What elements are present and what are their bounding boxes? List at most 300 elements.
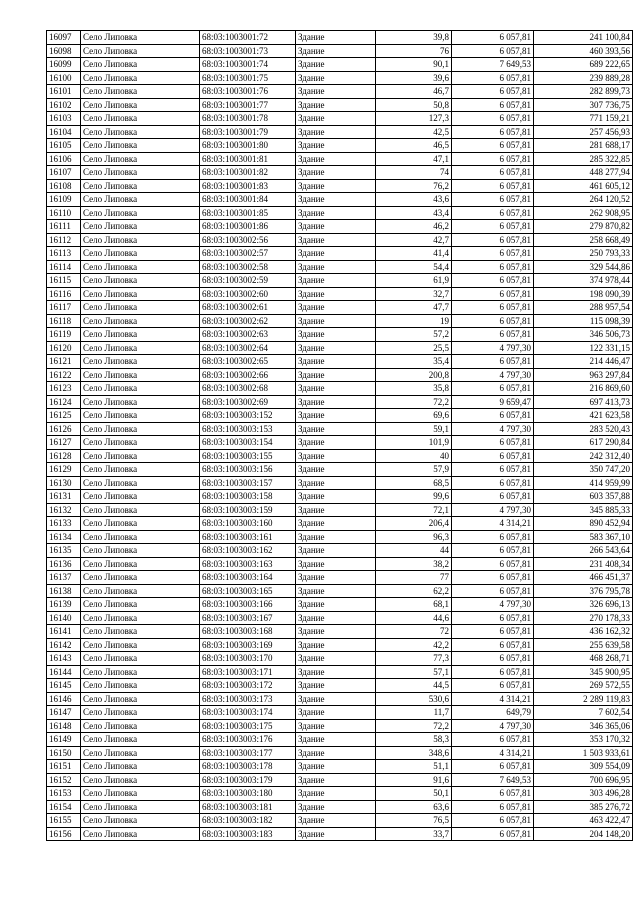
cell-unit-value: 6 057,81 bbox=[452, 314, 534, 328]
table-row bbox=[47, 301, 633, 315]
cell-area: 32,7 bbox=[376, 287, 452, 301]
cell-record-number: 16149 bbox=[47, 733, 81, 747]
cell-object-type: Здание bbox=[296, 71, 376, 85]
cell-cadastral-number: 68:03:1003001:84 bbox=[200, 193, 296, 207]
cell-locality: Село Липовка bbox=[81, 449, 200, 463]
cell-cadastral-number: 68:03:1003003:182 bbox=[200, 814, 296, 828]
cell-record-number: 16102 bbox=[47, 98, 81, 112]
cell-area: 61,9 bbox=[376, 274, 452, 288]
cell-unit-value: 6 057,81 bbox=[452, 112, 534, 126]
cell-unit-value: 7 649,53 bbox=[452, 773, 534, 787]
cell-record-number: 16141 bbox=[47, 625, 81, 639]
cell-area: 57,1 bbox=[376, 665, 452, 679]
cell-cadastral-number: 68:03:1003003:164 bbox=[200, 571, 296, 585]
cell-unit-value: 6 057,81 bbox=[452, 827, 534, 841]
cell-cadastral-number: 68:03:1003002:59 bbox=[200, 274, 296, 288]
cell-unit-value: 6 057,81 bbox=[452, 530, 534, 544]
cell-area: 74 bbox=[376, 166, 452, 180]
cell-cadastral-value: 241 100,84 bbox=[534, 31, 633, 45]
cell-locality: Село Липовка bbox=[81, 638, 200, 652]
table-row bbox=[47, 476, 633, 490]
cell-cadastral-value: 376 795,78 bbox=[534, 584, 633, 598]
cell-locality: Село Липовка bbox=[81, 206, 200, 220]
cell-cadastral-number: 68:03:1003001:72 bbox=[200, 31, 296, 45]
cell-area: 50,1 bbox=[376, 787, 452, 801]
cell-cadastral-value: 204 148,20 bbox=[534, 827, 633, 841]
cell-area: 72,2 bbox=[376, 719, 452, 733]
cell-locality: Село Липовка bbox=[81, 827, 200, 841]
cell-locality: Село Липовка bbox=[81, 598, 200, 612]
cell-cadastral-value: 242 312,40 bbox=[534, 449, 633, 463]
cell-cadastral-number: 68:03:1003003:163 bbox=[200, 557, 296, 571]
cell-cadastral-value: 890 452,94 bbox=[534, 517, 633, 531]
cell-cadastral-number: 68:03:1003003:158 bbox=[200, 490, 296, 504]
table-row bbox=[47, 679, 633, 693]
cell-locality: Село Липовка bbox=[81, 746, 200, 760]
table-row bbox=[47, 409, 633, 423]
table-row bbox=[47, 625, 633, 639]
table-row bbox=[47, 787, 633, 801]
table-row bbox=[47, 274, 633, 288]
cell-object-type: Здание bbox=[296, 598, 376, 612]
cell-locality: Село Липовка bbox=[81, 355, 200, 369]
cell-locality: Село Липовка bbox=[81, 247, 200, 261]
cell-record-number: 16144 bbox=[47, 665, 81, 679]
cell-cadastral-number: 68:03:1003002:58 bbox=[200, 260, 296, 274]
cell-record-number: 16145 bbox=[47, 679, 81, 693]
cell-record-number: 16146 bbox=[47, 692, 81, 706]
table-row bbox=[47, 463, 633, 477]
cell-cadastral-number: 68:03:1003003:167 bbox=[200, 611, 296, 625]
cell-area: 77,3 bbox=[376, 652, 452, 666]
cell-cadastral-number: 68:03:1003002:68 bbox=[200, 382, 296, 396]
cell-locality: Село Липовка bbox=[81, 98, 200, 112]
cell-locality: Село Липовка bbox=[81, 787, 200, 801]
cell-area: 43,4 bbox=[376, 206, 452, 220]
cell-object-type: Здание bbox=[296, 665, 376, 679]
cell-unit-value: 6 057,81 bbox=[452, 179, 534, 193]
cell-locality: Село Липовка bbox=[81, 44, 200, 58]
cell-area: 62,2 bbox=[376, 584, 452, 598]
cell-unit-value: 6 057,81 bbox=[452, 260, 534, 274]
cell-record-number: 16150 bbox=[47, 746, 81, 760]
cell-cadastral-number: 68:03:1003001:73 bbox=[200, 44, 296, 58]
cell-record-number: 16117 bbox=[47, 301, 81, 315]
cell-unit-value: 6 057,81 bbox=[452, 665, 534, 679]
table-row bbox=[47, 611, 633, 625]
cell-cadastral-value: 771 159,21 bbox=[534, 112, 633, 126]
cell-cadastral-number: 68:03:1003003:180 bbox=[200, 787, 296, 801]
cell-unit-value: 6 057,81 bbox=[452, 557, 534, 571]
cell-cadastral-value: 345 900,95 bbox=[534, 665, 633, 679]
cell-record-number: 16138 bbox=[47, 584, 81, 598]
cell-locality: Село Липовка bbox=[81, 193, 200, 207]
cell-cadastral-value: 115 098,39 bbox=[534, 314, 633, 328]
cell-record-number: 16113 bbox=[47, 247, 81, 261]
cell-cadastral-value: 421 623,58 bbox=[534, 409, 633, 423]
cell-unit-value: 6 057,81 bbox=[452, 31, 534, 45]
cell-locality: Село Липовка bbox=[81, 692, 200, 706]
cell-record-number: 16153 bbox=[47, 787, 81, 801]
cell-unit-value: 6 057,81 bbox=[452, 733, 534, 747]
cell-cadastral-value: 1 503 933,61 bbox=[534, 746, 633, 760]
cell-locality: Село Липовка bbox=[81, 611, 200, 625]
cell-record-number: 16121 bbox=[47, 355, 81, 369]
cell-cadastral-value: 282 899,73 bbox=[534, 85, 633, 99]
cell-cadastral-value: 326 696,13 bbox=[534, 598, 633, 612]
cell-cadastral-number: 68:03:1003001:77 bbox=[200, 98, 296, 112]
cell-cadastral-number: 68:03:1003001:74 bbox=[200, 58, 296, 72]
table-row bbox=[47, 139, 633, 153]
cell-record-number: 16134 bbox=[47, 530, 81, 544]
cell-object-type: Здание bbox=[296, 314, 376, 328]
cell-record-number: 16100 bbox=[47, 71, 81, 85]
cell-object-type: Здание bbox=[296, 827, 376, 841]
table-row bbox=[47, 233, 633, 247]
cell-cadastral-number: 68:03:1003003:170 bbox=[200, 652, 296, 666]
cell-cadastral-value: 700 696,95 bbox=[534, 773, 633, 787]
cell-area: 43,6 bbox=[376, 193, 452, 207]
cell-cadastral-value: 266 543,64 bbox=[534, 544, 633, 558]
cell-object-type: Здание bbox=[296, 44, 376, 58]
table-row bbox=[47, 436, 633, 450]
cell-cadastral-value: 448 277,94 bbox=[534, 166, 633, 180]
cell-cadastral-number: 68:03:1003003:178 bbox=[200, 760, 296, 774]
cell-area: 90,1 bbox=[376, 58, 452, 72]
table-row bbox=[47, 260, 633, 274]
cell-cadastral-number: 68:03:1003001:86 bbox=[200, 220, 296, 234]
cell-record-number: 16116 bbox=[47, 287, 81, 301]
cell-locality: Село Липовка bbox=[81, 125, 200, 139]
cell-locality: Село Липовка bbox=[81, 800, 200, 814]
cell-object-type: Здание bbox=[296, 490, 376, 504]
cell-object-type: Здание bbox=[296, 544, 376, 558]
table-row bbox=[47, 44, 633, 58]
cell-record-number: 16130 bbox=[47, 476, 81, 490]
table-row bbox=[47, 247, 633, 261]
cell-cadastral-number: 68:03:1003001:85 bbox=[200, 206, 296, 220]
cell-locality: Село Липовка bbox=[81, 760, 200, 774]
cell-area: 46,2 bbox=[376, 220, 452, 234]
cell-unit-value: 6 057,81 bbox=[452, 800, 534, 814]
cell-record-number: 16125 bbox=[47, 409, 81, 423]
cell-unit-value: 6 057,81 bbox=[452, 584, 534, 598]
cell-cadastral-value: 258 668,49 bbox=[534, 233, 633, 247]
table-row bbox=[47, 328, 633, 342]
cell-object-type: Здание bbox=[296, 571, 376, 585]
table-row bbox=[47, 490, 633, 504]
cell-unit-value: 6 057,81 bbox=[452, 382, 534, 396]
cell-cadastral-number: 68:03:1003003:172 bbox=[200, 679, 296, 693]
cell-record-number: 16133 bbox=[47, 517, 81, 531]
table-row bbox=[47, 665, 633, 679]
cell-object-type: Здание bbox=[296, 85, 376, 99]
table-row bbox=[47, 179, 633, 193]
cell-area: 200,8 bbox=[376, 368, 452, 382]
cell-area: 69,6 bbox=[376, 409, 452, 423]
cell-area: 54,4 bbox=[376, 260, 452, 274]
cell-cadastral-number: 68:03:1003003:179 bbox=[200, 773, 296, 787]
cell-unit-value: 6 057,81 bbox=[452, 814, 534, 828]
table-row bbox=[47, 98, 633, 112]
table-row bbox=[47, 422, 633, 436]
cell-cadastral-value: 385 276,72 bbox=[534, 800, 633, 814]
cell-locality: Село Липовка bbox=[81, 814, 200, 828]
cell-cadastral-value: 460 393,56 bbox=[534, 44, 633, 58]
register-table-body bbox=[47, 31, 633, 841]
cell-record-number: 16107 bbox=[47, 166, 81, 180]
cell-unit-value: 6 057,81 bbox=[452, 760, 534, 774]
cell-object-type: Здание bbox=[296, 436, 376, 450]
cell-record-number: 16124 bbox=[47, 395, 81, 409]
cell-record-number: 16099 bbox=[47, 58, 81, 72]
cell-locality: Село Липовка bbox=[81, 260, 200, 274]
table-row bbox=[47, 814, 633, 828]
cell-object-type: Здание bbox=[296, 328, 376, 342]
cell-area: 25,5 bbox=[376, 341, 452, 355]
cell-record-number: 16122 bbox=[47, 368, 81, 382]
cell-cadastral-value: 270 178,33 bbox=[534, 611, 633, 625]
cell-cadastral-value: 2 289 119,83 bbox=[534, 692, 633, 706]
cell-cadastral-number: 68:03:1003002:65 bbox=[200, 355, 296, 369]
cell-area: 101,9 bbox=[376, 436, 452, 450]
table-row bbox=[47, 638, 633, 652]
cell-record-number: 16154 bbox=[47, 800, 81, 814]
cell-area: 348,6 bbox=[376, 746, 452, 760]
cell-area: 206,4 bbox=[376, 517, 452, 531]
cell-record-number: 16112 bbox=[47, 233, 81, 247]
cell-cadastral-number: 68:03:1003003:171 bbox=[200, 665, 296, 679]
cell-unit-value: 6 057,81 bbox=[452, 544, 534, 558]
table-row bbox=[47, 58, 633, 72]
cell-cadastral-value: 303 496,28 bbox=[534, 787, 633, 801]
cell-cadastral-number: 68:03:1003003:183 bbox=[200, 827, 296, 841]
cell-locality: Село Липовка bbox=[81, 773, 200, 787]
cell-cadastral-number: 68:03:1003003:174 bbox=[200, 706, 296, 720]
cell-locality: Село Липовка bbox=[81, 490, 200, 504]
cell-unit-value: 6 057,81 bbox=[452, 449, 534, 463]
cell-unit-value: 4 797,30 bbox=[452, 719, 534, 733]
cell-unit-value: 4 797,30 bbox=[452, 341, 534, 355]
cell-cadastral-number: 68:03:1003003:154 bbox=[200, 436, 296, 450]
cell-unit-value: 6 057,81 bbox=[452, 476, 534, 490]
cell-record-number: 16106 bbox=[47, 152, 81, 166]
cell-cadastral-value: 239 889,28 bbox=[534, 71, 633, 85]
cell-record-number: 16111 bbox=[47, 220, 81, 234]
cell-unit-value: 9 659,47 bbox=[452, 395, 534, 409]
cell-cadastral-number: 68:03:1003003:156 bbox=[200, 463, 296, 477]
cell-object-type: Здание bbox=[296, 409, 376, 423]
property-register-table bbox=[46, 30, 633, 841]
cell-object-type: Здание bbox=[296, 719, 376, 733]
cell-record-number: 16131 bbox=[47, 490, 81, 504]
cell-cadastral-value: 689 222,65 bbox=[534, 58, 633, 72]
cell-cadastral-number: 68:03:1003003:161 bbox=[200, 530, 296, 544]
cell-object-type: Здание bbox=[296, 422, 376, 436]
cell-locality: Село Липовка bbox=[81, 233, 200, 247]
cell-object-type: Здание bbox=[296, 382, 376, 396]
cell-cadastral-number: 68:03:1003002:61 bbox=[200, 301, 296, 315]
table-row bbox=[47, 652, 633, 666]
cell-record-number: 16143 bbox=[47, 652, 81, 666]
cell-locality: Село Липовка bbox=[81, 557, 200, 571]
cell-locality: Село Липовка bbox=[81, 733, 200, 747]
cell-record-number: 16136 bbox=[47, 557, 81, 571]
cell-cadastral-value: 350 747,20 bbox=[534, 463, 633, 477]
cell-cadastral-value: 374 978,44 bbox=[534, 274, 633, 288]
cell-record-number: 16118 bbox=[47, 314, 81, 328]
cell-locality: Село Липовка bbox=[81, 706, 200, 720]
cell-object-type: Здание bbox=[296, 355, 376, 369]
cell-locality: Село Липовка bbox=[81, 382, 200, 396]
cell-unit-value: 7 649,53 bbox=[452, 58, 534, 72]
cell-area: 76,2 bbox=[376, 179, 452, 193]
cell-area: 91,6 bbox=[376, 773, 452, 787]
cell-cadastral-number: 68:03:1003001:82 bbox=[200, 166, 296, 180]
cell-unit-value: 6 057,81 bbox=[452, 679, 534, 693]
cell-area: 39,6 bbox=[376, 71, 452, 85]
table-row bbox=[47, 706, 633, 720]
cell-locality: Село Липовка bbox=[81, 112, 200, 126]
cell-unit-value: 6 057,81 bbox=[452, 652, 534, 666]
cell-record-number: 16119 bbox=[47, 328, 81, 342]
cell-record-number: 16128 bbox=[47, 449, 81, 463]
cell-area: 11,7 bbox=[376, 706, 452, 720]
cell-unit-value: 6 057,81 bbox=[452, 85, 534, 99]
cell-locality: Село Липовка bbox=[81, 652, 200, 666]
cell-record-number: 16104 bbox=[47, 125, 81, 139]
cell-area: 35,8 bbox=[376, 382, 452, 396]
table-row bbox=[47, 449, 633, 463]
cell-cadastral-value: 264 120,52 bbox=[534, 193, 633, 207]
cell-unit-value: 4 797,30 bbox=[452, 503, 534, 517]
cell-unit-value: 4 797,30 bbox=[452, 422, 534, 436]
cell-record-number: 16135 bbox=[47, 544, 81, 558]
cell-locality: Село Липовка bbox=[81, 571, 200, 585]
cell-unit-value: 6 057,81 bbox=[452, 206, 534, 220]
table-row bbox=[47, 692, 633, 706]
cell-unit-value: 6 057,81 bbox=[452, 139, 534, 153]
cell-unit-value: 4 797,30 bbox=[452, 598, 534, 612]
cell-area: 41,4 bbox=[376, 247, 452, 261]
cell-cadastral-number: 68:03:1003002:62 bbox=[200, 314, 296, 328]
cell-area: 530,6 bbox=[376, 692, 452, 706]
cell-record-number: 16152 bbox=[47, 773, 81, 787]
cell-unit-value: 6 057,81 bbox=[452, 328, 534, 342]
cell-area: 76,5 bbox=[376, 814, 452, 828]
cell-locality: Село Липовка bbox=[81, 544, 200, 558]
cell-cadastral-number: 68:03:1003001:76 bbox=[200, 85, 296, 99]
cell-locality: Село Липовка bbox=[81, 625, 200, 639]
cell-area: 77 bbox=[376, 571, 452, 585]
cell-unit-value: 4 314,21 bbox=[452, 692, 534, 706]
cell-unit-value: 4 797,30 bbox=[452, 368, 534, 382]
cell-unit-value: 6 057,81 bbox=[452, 274, 534, 288]
cell-area: 46,5 bbox=[376, 139, 452, 153]
cell-area: 33,7 bbox=[376, 827, 452, 841]
cell-object-type: Здание bbox=[296, 706, 376, 720]
cell-record-number: 16108 bbox=[47, 179, 81, 193]
cell-locality: Село Липовка bbox=[81, 395, 200, 409]
cell-object-type: Здание bbox=[296, 287, 376, 301]
cell-unit-value: 6 057,81 bbox=[452, 44, 534, 58]
cell-cadastral-number: 68:03:1003001:83 bbox=[200, 179, 296, 193]
cell-object-type: Здание bbox=[296, 638, 376, 652]
cell-cadastral-value: 346 365,06 bbox=[534, 719, 633, 733]
cell-cadastral-number: 68:03:1003003:157 bbox=[200, 476, 296, 490]
cell-record-number: 16147 bbox=[47, 706, 81, 720]
cell-cadastral-value: 231 408,34 bbox=[534, 557, 633, 571]
cell-locality: Село Липовка bbox=[81, 679, 200, 693]
cell-cadastral-value: 281 688,17 bbox=[534, 139, 633, 153]
cell-cadastral-number: 68:03:1003003:160 bbox=[200, 517, 296, 531]
cell-record-number: 16123 bbox=[47, 382, 81, 396]
cell-object-type: Здание bbox=[296, 368, 376, 382]
cell-unit-value: 6 057,81 bbox=[452, 787, 534, 801]
cell-area: 99,6 bbox=[376, 490, 452, 504]
cell-cadastral-value: 250 793,33 bbox=[534, 247, 633, 261]
cell-unit-value: 6 057,81 bbox=[452, 409, 534, 423]
cell-record-number: 16101 bbox=[47, 85, 81, 99]
cell-record-number: 16115 bbox=[47, 274, 81, 288]
cell-object-type: Здание bbox=[296, 58, 376, 72]
cell-object-type: Здание bbox=[296, 179, 376, 193]
cell-area: 46,7 bbox=[376, 85, 452, 99]
cell-cadastral-number: 68:03:1003002:69 bbox=[200, 395, 296, 409]
cell-object-type: Здание bbox=[296, 31, 376, 45]
cell-cadastral-value: 269 572,55 bbox=[534, 679, 633, 693]
cell-cadastral-value: 279 870,82 bbox=[534, 220, 633, 234]
cell-cadastral-value: 603 357,88 bbox=[534, 490, 633, 504]
cell-object-type: Здание bbox=[296, 625, 376, 639]
cell-area: 47,1 bbox=[376, 152, 452, 166]
table-row bbox=[47, 206, 633, 220]
cell-object-type: Здание bbox=[296, 773, 376, 787]
cell-object-type: Здание bbox=[296, 112, 376, 126]
cell-object-type: Здание bbox=[296, 800, 376, 814]
cell-area: 72 bbox=[376, 625, 452, 639]
table-row bbox=[47, 71, 633, 85]
cell-cadastral-number: 68:03:1003003:181 bbox=[200, 800, 296, 814]
cell-unit-value: 4 314,21 bbox=[452, 517, 534, 531]
cell-object-type: Здание bbox=[296, 395, 376, 409]
cell-area: 58,3 bbox=[376, 733, 452, 747]
table-row bbox=[47, 382, 633, 396]
cell-cadastral-number: 68:03:1003003:169 bbox=[200, 638, 296, 652]
cell-cadastral-number: 68:03:1003002:64 bbox=[200, 341, 296, 355]
cell-area: 72,2 bbox=[376, 395, 452, 409]
cell-locality: Село Липовка bbox=[81, 436, 200, 450]
cell-area: 50,8 bbox=[376, 98, 452, 112]
table-row bbox=[47, 112, 633, 126]
cell-cadastral-number: 68:03:1003002:63 bbox=[200, 328, 296, 342]
cell-locality: Село Липовка bbox=[81, 328, 200, 342]
cell-unit-value: 6 057,81 bbox=[452, 247, 534, 261]
cell-record-number: 16127 bbox=[47, 436, 81, 450]
cell-cadastral-number: 68:03:1003003:176 bbox=[200, 733, 296, 747]
table-row bbox=[47, 557, 633, 571]
cell-area: 72,1 bbox=[376, 503, 452, 517]
cell-cadastral-number: 68:03:1003003:168 bbox=[200, 625, 296, 639]
cell-cadastral-value: 329 544,86 bbox=[534, 260, 633, 274]
cell-unit-value: 6 057,81 bbox=[452, 71, 534, 85]
cell-locality: Село Липовка bbox=[81, 152, 200, 166]
table-row bbox=[47, 166, 633, 180]
cell-locality: Село Липовка bbox=[81, 139, 200, 153]
table-row bbox=[47, 287, 633, 301]
cell-cadastral-number: 68:03:1003003:162 bbox=[200, 544, 296, 558]
cell-record-number: 16137 bbox=[47, 571, 81, 585]
